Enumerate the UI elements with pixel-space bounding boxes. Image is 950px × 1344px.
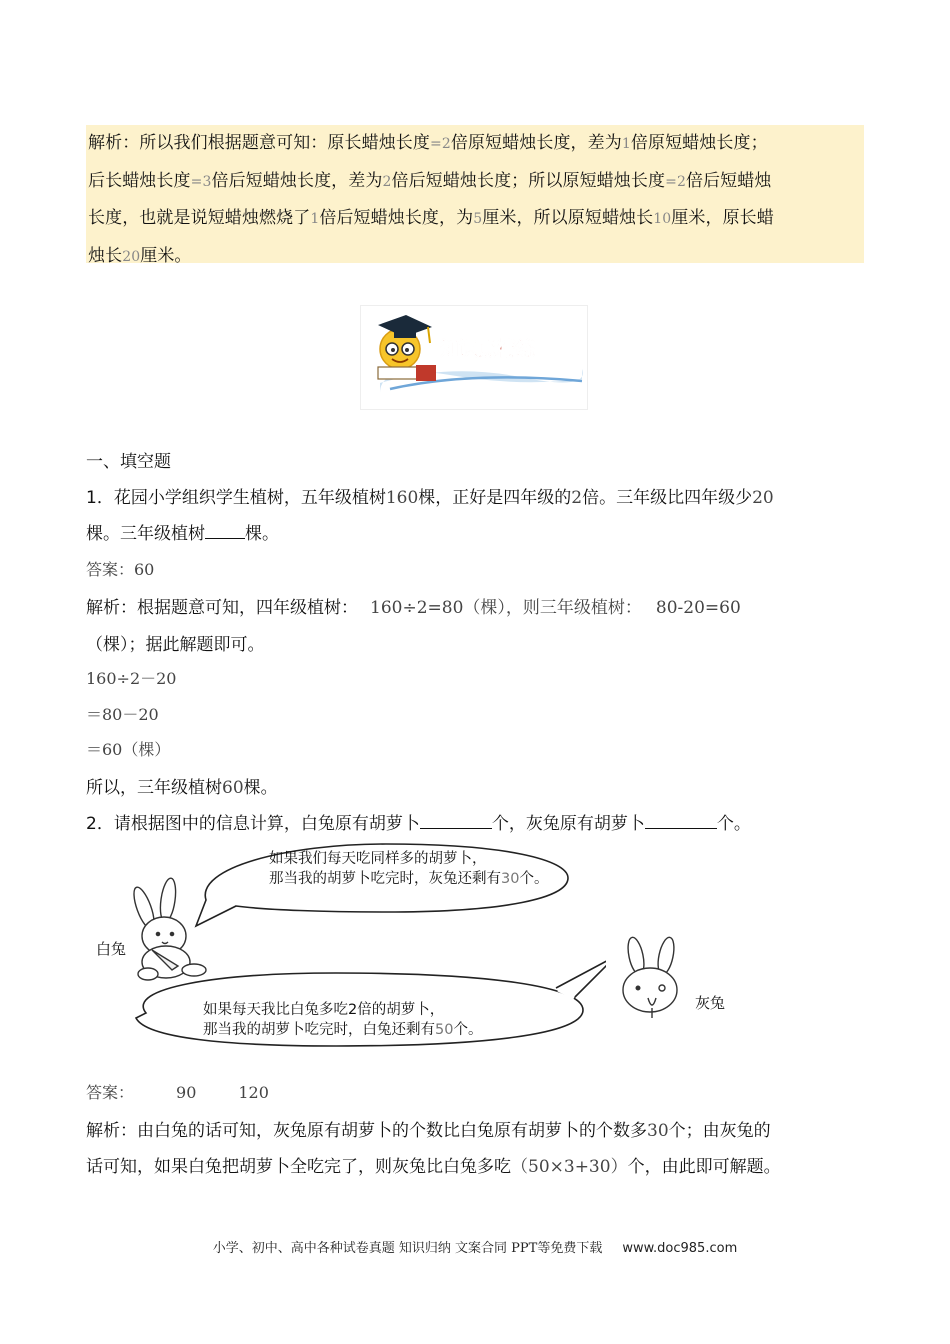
white-rabbit-icon (130, 877, 206, 980)
prev-analysis-line-4: 烛长20厘米。 (88, 245, 192, 266)
bubble-white-text: 如果我们每天吃同样多的胡萝卜， 那当我的胡萝卜吃完时，灰兔还剩有30个。 (269, 851, 549, 887)
q1-line-1: 1．花园小学组织学生植树，五年级植树160棵，正好是四年级的2倍。三年级比四年级少20 (86, 488, 774, 508)
prev-analysis-line-3: 长度，也就是说短蜡烛燃烧了1倍后短蜡烛长度，为5厘米，所以原短蜡烛长10厘米，原长蜡 (88, 208, 774, 228)
footer-site-link[interactable]: www.doc985.com (622, 1241, 738, 1256)
q1-analysis-line-2: （棵）；据此解题即可。 (86, 635, 265, 655)
q1-answer-blank (205, 524, 245, 539)
knowledge-practice-badge (360, 305, 588, 410)
q1-conclusion: 所以，三年级植树60棵。 (86, 778, 278, 798)
q2-grey-blank (645, 814, 717, 829)
previous-analysis-block (86, 125, 864, 266)
q2-line-1: 2．请根据图中的信息计算，白兔原有胡萝卜 个，灰兔原有胡萝卜 个。 (86, 814, 751, 834)
badge-graphic (360, 305, 588, 410)
q1-calc-2: ＝80－20 (86, 705, 159, 724)
q1-line-2: 棵。三年级植树 棵。 (86, 524, 279, 544)
bubble-grey-text: 如果每天我比白兔多吃2倍的胡萝卜， 那当我的胡萝卜吃完时，白兔还剩有50个。 (203, 1002, 483, 1038)
rabbit-figure (86, 838, 606, 1053)
q2-analysis-line-2: 话可知，如果白兔把胡萝卜全吃完了，则灰兔比白兔多吃（50×3+30）个，由此即可解题。 (86, 1157, 781, 1177)
prev-analysis-line-1: 解析：所以我们根据题意可知：原长蜡烛长度=2倍原短蜡烛长度，差为1倍原短蜡烛长度； (88, 133, 768, 153)
grey-rabbit-icon (623, 936, 677, 1018)
book-icon (378, 367, 422, 379)
grey-rabbit-label: 灰兔 (695, 994, 726, 1012)
q1-calc-3: ＝60（棵） (86, 740, 171, 759)
page-footer: 小学、初中、高中各种试卷真题 知识归纳 文案合同 PPT等免费下载 www.doc985.com (212, 1241, 738, 1256)
grey-rabbit-figure (612, 930, 722, 1040)
prev-analysis-line-2: 后长蜡烛长度=3倍后短蜡烛长度，差为2倍后短蜡烛长度；所以原短蜡烛长度=2倍后短蜡烛 (88, 170, 772, 191)
section-title: 一、填空题 (86, 452, 171, 472)
q2-answer: 答案： 90 120 (86, 1083, 269, 1102)
q1-answer: 答案：60 (86, 560, 155, 579)
q1-calc-1: 160÷2－20 (86, 669, 177, 688)
badge-title: 知识点精练 (440, 338, 536, 360)
white-rabbit-label: 白兔 (96, 940, 127, 958)
q2-analysis-line-1: 解析：由白兔的话可知，灰兔原有胡萝卜的个数比白兔原有胡萝卜的个数多30个；由灰兔的 (86, 1121, 771, 1141)
q2-white-blank (420, 814, 492, 829)
q1-analysis-line-1: 解析：根据题意可知，四年级植树： 160÷2=80（棵），则三年级植树： 80-20=60 (86, 598, 741, 618)
